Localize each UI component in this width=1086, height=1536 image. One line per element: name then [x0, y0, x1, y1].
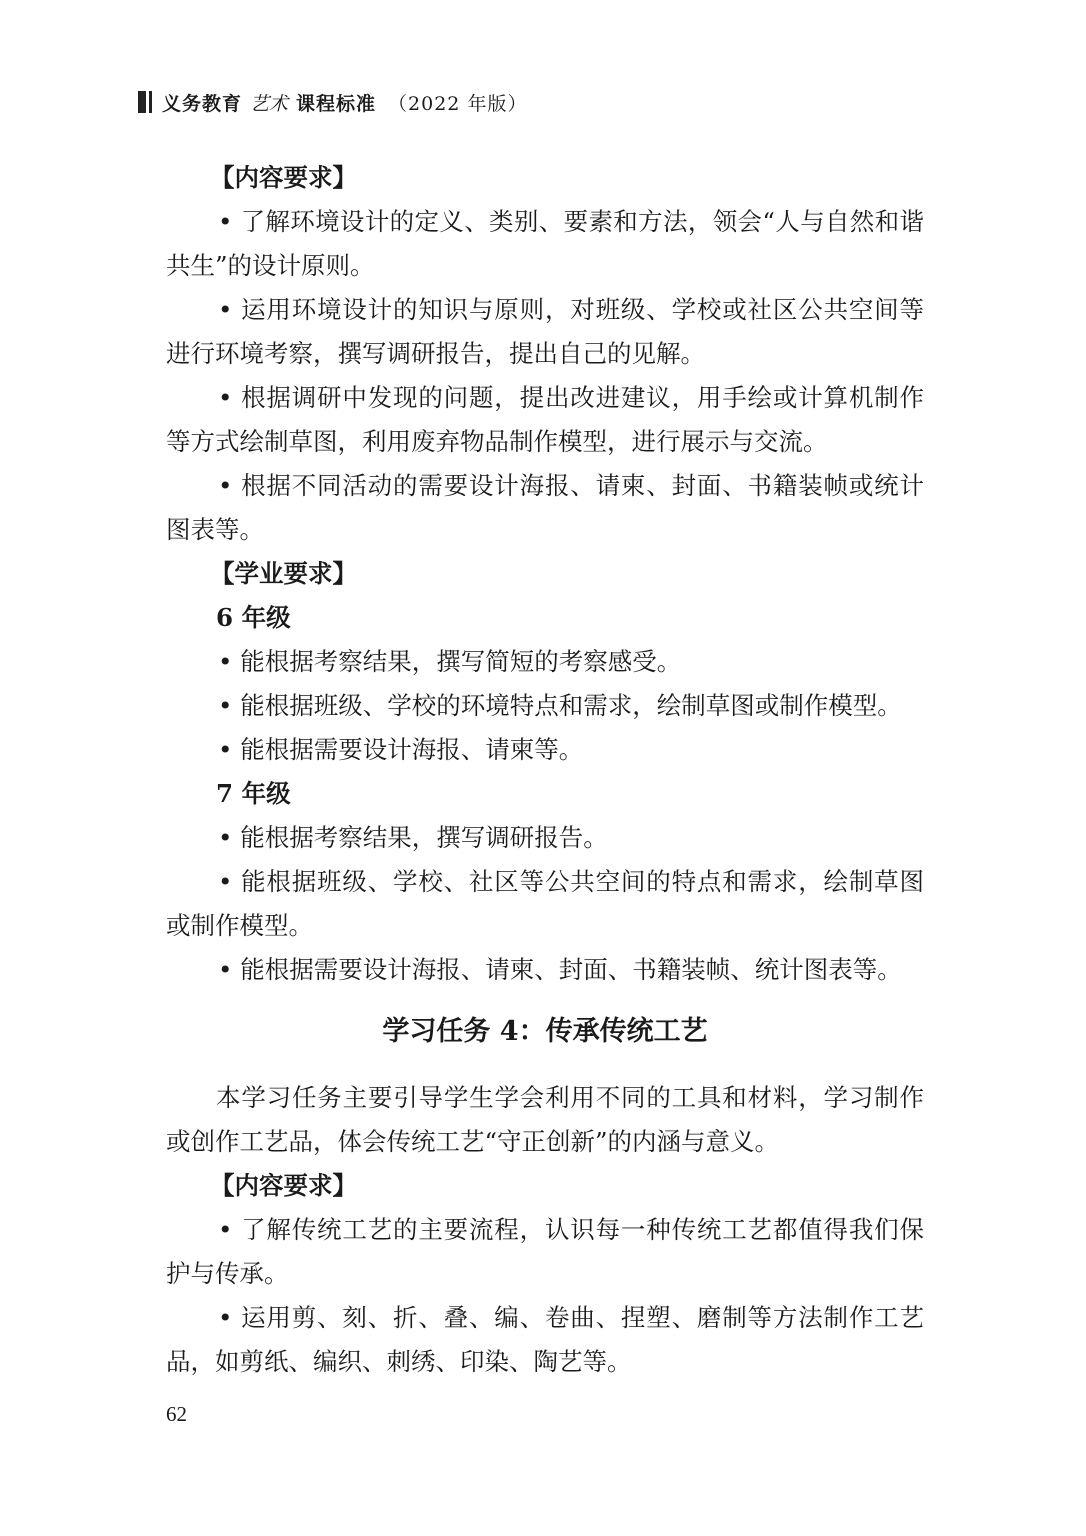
running-head	[138, 88, 527, 116]
grade-7-item: • 能根据考察结果，撰写调研报告。	[218, 823, 608, 852]
grade-7-label: 7 年级	[216, 779, 291, 808]
content-requirement-item: • 根据调研中发现的问题，提出改进建议，用手绘或计算机制作等方式绘制草图，利用废弃物品制作模型，进行展示与交流。	[166, 383, 924, 456]
grade-6-item: • 能根据需要设计海报、请柬等。	[218, 735, 584, 764]
grade-7-item: • 能根据班级、学校、社区等公共空间的特点和需求，绘制草图或制作模型。	[166, 867, 924, 940]
content-requirement-item: • 运用环境设计的知识与原则，对班级、学校或社区公共空间等进行环境考察，撰写调研报告，提出自己的见解。	[166, 295, 924, 368]
grade-6-item: • 能根据班级、学校的环境特点和需求，绘制草图或制作模型。	[218, 691, 902, 720]
academic-requirements-heading: 【学业要求】	[210, 559, 357, 588]
running-head-subject: 艺术	[250, 92, 289, 115]
content-requirement-item: • 根据不同活动的需要设计海报、请柬、封面、书籍装帧或统计图表等。	[166, 471, 924, 544]
task4-item: • 了解传统工艺的主要流程，认识每一种传统工艺都值得我们保护与传承。	[166, 1215, 924, 1288]
content-requirements-heading: 【内容要求】	[210, 163, 357, 192]
running-head-series: 义务教育	[162, 92, 243, 115]
grade-6-item: • 能根据考察结果，撰写简短的考察感受。	[218, 647, 682, 676]
grade-6-label: 6 年级	[216, 603, 291, 632]
task4-content-heading: 【内容要求】	[210, 1171, 357, 1200]
grade-7-item: • 能根据需要设计海报、请柬、封面、书籍装帧、统计图表等。	[218, 955, 902, 984]
running-head-mark-icon	[138, 91, 152, 113]
task4-item: • 运用剪、刻、折、叠、编、卷曲、捏塑、磨制等方法制作工艺品，如剪纸、编织、刺绣、印染、陶艺等。	[166, 1303, 924, 1376]
page-number: 62	[166, 1402, 187, 1426]
section-title-task4: 学习任务 4：传承传统工艺	[382, 1016, 708, 1047]
task4-intro: 本学习任务主要引导学生学会利用不同的工具和材料，学习制作或创作工艺品，体会传统工艺“守正创新”的内涵与意义。	[166, 1083, 924, 1156]
page-body	[166, 156, 924, 1384]
content-requirement-item: • 了解环境设计的定义、类别、要素和方法，领会“人与自然和谐共生”的设计原则。	[166, 207, 924, 280]
running-head-edition: （2022 年版）	[388, 92, 528, 115]
running-head-standard: 课程标准	[296, 92, 377, 115]
